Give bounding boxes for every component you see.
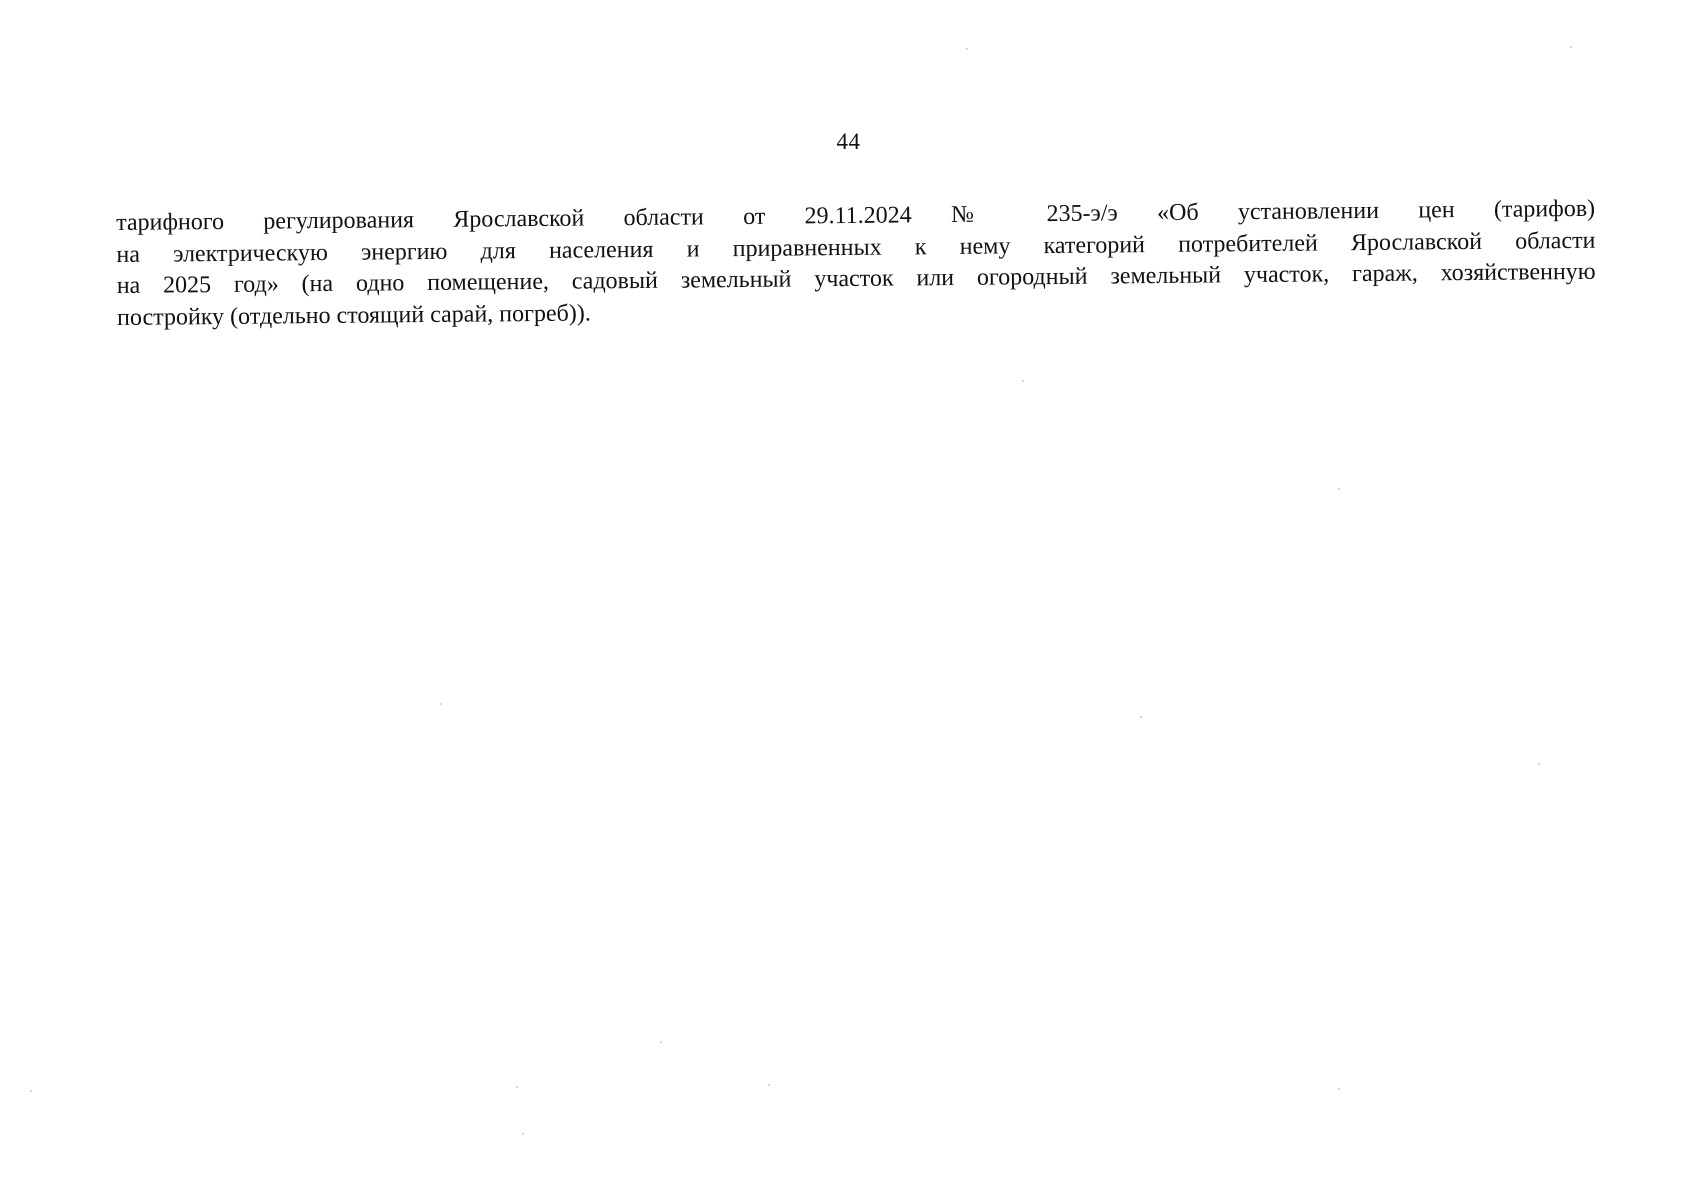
paragraph-line-4: постройку (отдельно стоящий сарай, погреб)). [116, 299, 591, 331]
paragraph-line-2: на электрическую энергию для населения и приравненных к нему категорий потребителей Ярославской области [116, 227, 1596, 268]
scan-speck [440, 703, 442, 705]
paragraph-line-3: на 2025 год» (на одно помещение, садовый земельный участок или огородный земельный участок, гараж, хозяйственную [116, 258, 1596, 299]
scan-speck [660, 1041, 662, 1043]
scan-speck [1338, 488, 1340, 490]
paragraph [116, 194, 1596, 334]
scan-speck [768, 1084, 770, 1086]
scan-speck [30, 1090, 32, 1092]
scan-speck [1338, 1088, 1340, 1090]
scan-speck [522, 1133, 524, 1135]
paragraph-line-1: тарифного регулирования Ярославской области от 29.11.2024 № 235-э/э «Об установлении цен (тарифов) [116, 195, 1596, 236]
scan-speck [1570, 46, 1572, 48]
scan-speck [1538, 763, 1540, 765]
page-number: 44 [836, 129, 861, 154]
scan-speck [966, 48, 968, 50]
scan-speck [1140, 716, 1142, 718]
scan-speck [1022, 380, 1024, 382]
scan-speck [516, 1086, 518, 1088]
